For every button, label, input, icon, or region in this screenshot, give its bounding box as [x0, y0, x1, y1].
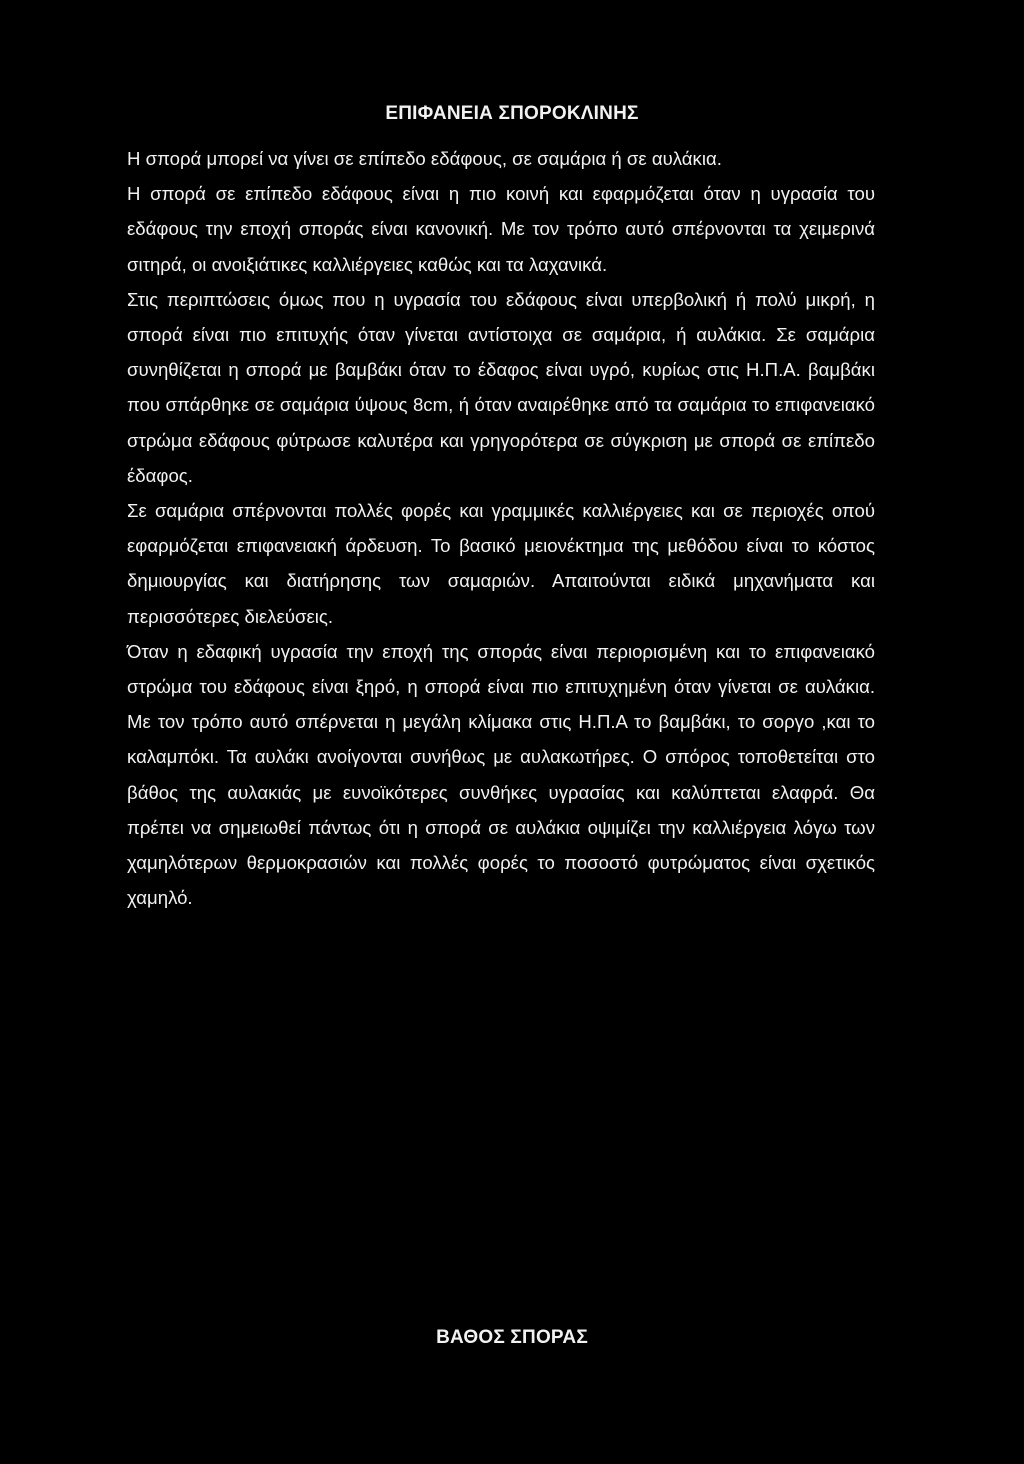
paragraph-ridge-furrow-moisture: Στις περιπτώσεις όμως που η υγρασία του εδάφους είναι υπερβολική ή πολύ μικρή, η σπορά είναι πιο επιτυχής όταν γίνεται αντίστοιχα σε σαμάρια, ή αυλάκια. Σε σαμάρια συνηθίζεται η σπορά με βαμβάκι όταν το έδαφος είναι υγρό, κυρίως στις Η.Π.Α. βαμβάκι που σπάρθηκε σε σαμάρια ύψους 8cm, ή όταν αναιρέθηκε από τα σαμάρια το επιφανειακό στρώμα εδάφους φύτρωσε καλυτέρα και γρηγορότερα σε σύγκριση με σπορά σε επίπεδο έδαφος.: [127, 288, 875, 486]
paragraph-sowing-methods: Η σπορά μπορεί να γίνει σε επίπεδο εδάφους, σε σαμάρια ή σε αυλάκια.: [127, 148, 722, 169]
body-text: [127, 141, 875, 915]
section-heading-sowing-depth: ΒΑΘΟΣ ΣΠΟΡΑΣ: [436, 1327, 588, 1348]
paragraph-flat-sowing: Η σπορά σε επίπεδο εδάφους είναι η πιο κοινή και εφαρμόζεται όταν η υγρασία του εδάφους την εποχή σποράς είναι κανονική. Με τον τρόπο αυτό σπέρνονται τα χειμερινά σιτηρά, οι ανοιξιάτικες καλλιέργειες καθώς και τα λαχανικά.: [127, 183, 875, 275]
paragraph-furrow-sowing: Όταν η εδαφική υγρασία την εποχή της σποράς είναι περιορισμένη και το επιφανειακό στρώμα του εδάφους είναι ξηρό, η σπορά είναι πιο επιτυχημένη όταν γίνεται σε αυλάκια. Με τον τρόπο αυτό σπέρνεται η μεγάλη κλίμακα στις Η.Π.Α το βαμβάκι, το σοργο ,και το καλαμπόκι. Τα αυλάκι ανοίγονται συνήθως με αυλακωτήρες. Ο σπόρος τοποθετείται στο βάθος της αυλακιάς με ευνοϊκότερες συνθήκες υγρασίας και καλύπτεται ελαφρά. Θα πρέπει να σημειωθεί πάντως ότι η σπορά σε αυλάκια οψιμίζει την καλλιέργεια λόγω των χαμηλότερων θερμοκρασιών και πολλές φορές το ποσοστό φυτρώματος είναι σχετικός χαμηλό.: [127, 640, 875, 909]
paragraph-ridge-sowing: Σε σαμάρια σπέρνονται πολλές φορές και γραμμικές καλλιέργειες και σε περιοχές οπού εφαρμόζεται επιφανειακή άρδευση. Το βασικό μειονέκτημα της μεθόδου είναι το κόστος δημιουργίας και διατήρησης των σαμαριών. Απαιτούνται ειδικά μηχανήματα και περισσότερες διελεύσεις.: [127, 500, 875, 627]
section-heading-seedbed-surface: ΕΠΙΦΑΝΕΙΑ ΣΠΟΡΟΚΛΙΝΗΣ: [385, 103, 639, 124]
